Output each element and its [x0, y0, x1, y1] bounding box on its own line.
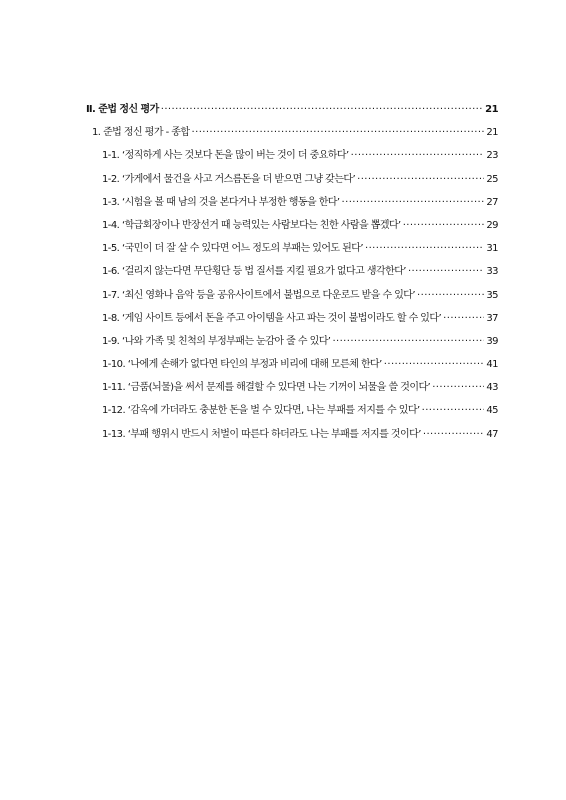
toc-leader-dots	[384, 359, 485, 371]
toc-entry-1-4[interactable]	[86, 220, 498, 232]
table-of-contents	[86, 104, 498, 452]
toc-entry-title: 1-12. ‘감옥에 가더라도 충분한 돈을 벌 수 있다면, 나는 부패를 저지를 수 있다’	[102, 405, 420, 417]
toc-entry-page: 43	[486, 382, 498, 394]
toc-entry-title: 1-1. ‘정직하게 사는 것보다 돈을 많이 버는 것이 더 중요하다’	[102, 150, 349, 162]
toc-entry-page: 37	[486, 312, 498, 324]
toc-entry-page: 45	[486, 405, 498, 417]
toc-leader-dots	[417, 290, 484, 302]
toc-leader-dots	[342, 197, 485, 209]
toc-entry-title: 1-2. ‘가게에서 물건을 사고 거스름돈을 더 받으면 그냥 갖는다’	[102, 173, 356, 185]
toc-entry-title: 1. 준법 정신 평가 - 종합	[92, 127, 190, 139]
toc-leader-dots	[423, 429, 485, 441]
toc-entry-1-12[interactable]	[86, 405, 498, 417]
toc-entry-page: 39	[486, 335, 498, 347]
toc-entry-title: 1-3. ‘시험을 볼 때 남의 것을 본다거나 부정한 행동을 한다’	[102, 196, 340, 208]
toc-entry-title: 1-9. ‘나와 가족 및 친척의 부정부패는 눈감아 줄 수 있다’	[102, 335, 331, 347]
toc-entry-title: 1-7. ‘최신 영화나 음악 등을 공유사이트에서 불법으로 다운로드 받을 수 있다’	[102, 289, 416, 301]
toc-entry-title: Ⅱ. 준법 정신 평가	[86, 104, 159, 115]
toc-entry-page: 29	[486, 219, 498, 231]
toc-leader-dots	[161, 104, 483, 116]
toc-entry-1-8[interactable]	[86, 313, 498, 325]
toc-leader-dots	[332, 336, 484, 348]
toc-entry-page: 27	[486, 196, 498, 208]
toc-entry-title: 1-13. ‘부패 행위시 반드시 처벌이 따른다 하더라도 나는 부패를 저지를 것이다’	[102, 428, 421, 440]
toc-entry-page: 35	[486, 289, 498, 301]
toc-entry-1-6[interactable]	[86, 266, 498, 278]
toc-leader-dots	[432, 382, 484, 394]
toc-entry-title: 1-6. ‘걸리지 않는다면 무단횡단 등 법 질서를 지킬 필요가 없다고 생각한다’	[102, 266, 406, 278]
toc-entry-page: 25	[486, 173, 498, 185]
toc-entry-title: 1-11. ‘금품(뇌물)을 써서 문제를 해결할 수 있다면 나는 기꺼이 뇌물을 쓸 것이다’	[102, 382, 431, 394]
toc-leader-dots	[443, 313, 484, 325]
toc-entry-title: 1-10. ‘나에게 손해가 없다면 타인의 부정과 비리에 대해 모른체 한다’	[102, 359, 382, 371]
toc-entry-page: 31	[486, 243, 498, 255]
toc-entry-1-1[interactable]	[86, 150, 498, 162]
toc-leader-dots	[357, 174, 484, 186]
toc-entry-title: 1-5. ‘국민이 더 잘 살 수 있다면 어느 정도의 부패는 있어도 된다’	[102, 243, 364, 255]
toc-entry-1-7[interactable]	[86, 290, 498, 302]
toc-entry-1[interactable]	[86, 127, 498, 139]
toc-entry-section-2[interactable]	[86, 104, 498, 116]
toc-entry-page: 21	[485, 104, 498, 115]
toc-entry-1-10[interactable]	[86, 359, 498, 371]
toc-entry-1-9[interactable]	[86, 336, 498, 348]
toc-leader-dots	[408, 266, 484, 278]
toc-leader-dots	[403, 220, 485, 232]
toc-entry-title: 1-4. ‘학급회장이나 반장선거 때 능력있는 사람보다는 친한 사람을 뽑겠다’	[102, 219, 401, 231]
toc-entry-1-11[interactable]	[86, 382, 498, 394]
toc-entry-page: 23	[486, 150, 498, 162]
toc-entry-title: 1-8. ‘게임 사이트 등에서 돈을 주고 아이템을 사고 파는 것이 불법이라도 할 수 있다’	[102, 312, 442, 324]
toc-entry-page: 21	[486, 127, 498, 139]
toc-entry-1-13[interactable]	[86, 429, 498, 441]
toc-leader-dots	[422, 405, 485, 417]
toc-entry-1-2[interactable]	[86, 174, 498, 186]
toc-leader-dots	[365, 243, 484, 255]
toc-entry-page: 33	[486, 266, 498, 278]
toc-entry-page: 47	[486, 428, 498, 440]
toc-entry-1-3[interactable]	[86, 197, 498, 209]
toc-leader-dots	[192, 127, 485, 139]
toc-entry-page: 41	[486, 359, 498, 371]
toc-leader-dots	[351, 150, 485, 162]
toc-entry-1-5[interactable]	[86, 243, 498, 255]
